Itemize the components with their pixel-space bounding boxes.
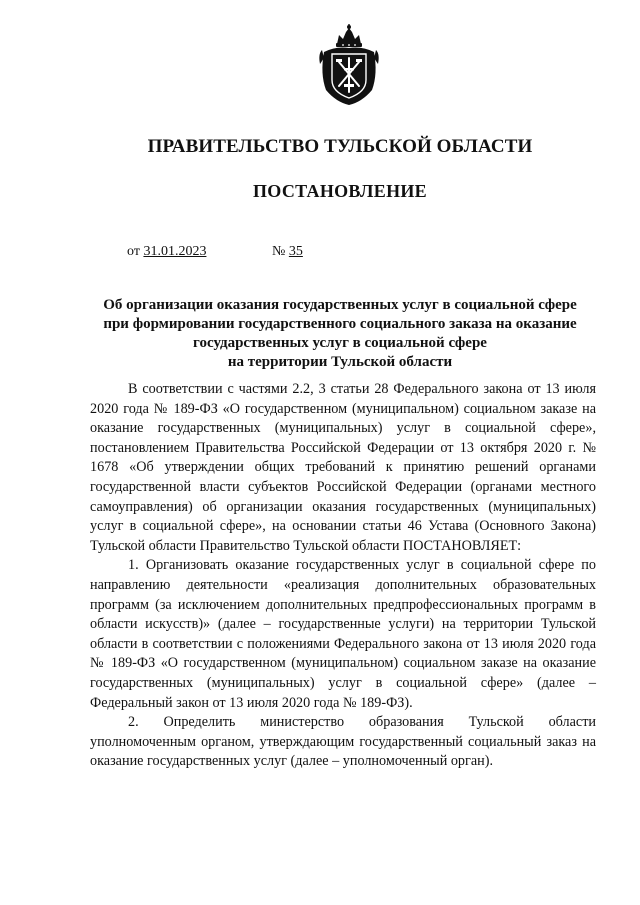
subject-line-2: при формировании государственного социального заказа на оказание	[103, 316, 577, 332]
number-prefix: №	[272, 244, 286, 259]
item-1-paragraph: 1. Организовать оказание государственных услуг в социальной сфере по направлению деятельности «реализация дополнительных образовательных программ (за исключением дополнительных предпрофессиональных программ в области искусств)» (далее – государственные услуги) на территории Тульской области в соответствии с положениями Федерального закона от 13 июля 2020 года № 189-ФЗ «О государственном (муниципальном) социальном заказе на оказание государственных (муниципальных) услуг в социальной сфере» (далее – Федеральный закон от 13 июля 2020 года № 189-ФЗ).	[90, 557, 596, 711]
document-type-title: ПОСТАНОВЛЕНИЕ	[253, 181, 427, 201]
document-date	[127, 244, 206, 260]
tula-coat-of-arms-icon	[318, 24, 380, 106]
date-prefix: от	[127, 244, 140, 259]
government-title: ПРАВИТЕЛЬСТВО ТУЛЬСКОЙ ОБЛАСТИ	[147, 136, 533, 157]
preamble-paragraph: В соответствии с частями 2.2, 3 статьи 28 Федерального закона от 13 июля 2020 года № 189-ФЗ «О государственном (муниципальном) социальном заказе на оказание государственных (муниципальных) услуг в социальной сфере», постановлением Правительства Российской Федерации от 13 октября 2020 г. № 1678 «Об утверждении общих требований к принятию решений органами государственной власти субъектов Российской Федерации (органами местного самоуправления) об организации оказания государственных (муниципальных) услуг в социальной сфере», на основании статьи 46 Устава (Основного Закона) Тульской области Правительство Тульской области ПОСТАНОВЛЯЕТ:	[90, 381, 596, 554]
date-value: 31.01.2023	[143, 244, 207, 259]
number-value: 35	[288, 244, 303, 259]
document-number	[272, 244, 303, 260]
subject-line-1: Об организации оказания государственных услуг в социальной сфере	[103, 297, 577, 313]
document-subject	[94, 296, 586, 372]
document-body	[90, 380, 596, 772]
subject-line-4: на территории Тульской области	[227, 354, 453, 370]
item-2-paragraph: 2. Определить министерство образования Тульской области уполномоченным органом, утверждающим государственный социальный заказ на оказание государственных услуг (далее – уполномоченный орган).	[90, 714, 596, 770]
subject-line-3: государственных услуг в социальной сфере	[193, 335, 487, 351]
